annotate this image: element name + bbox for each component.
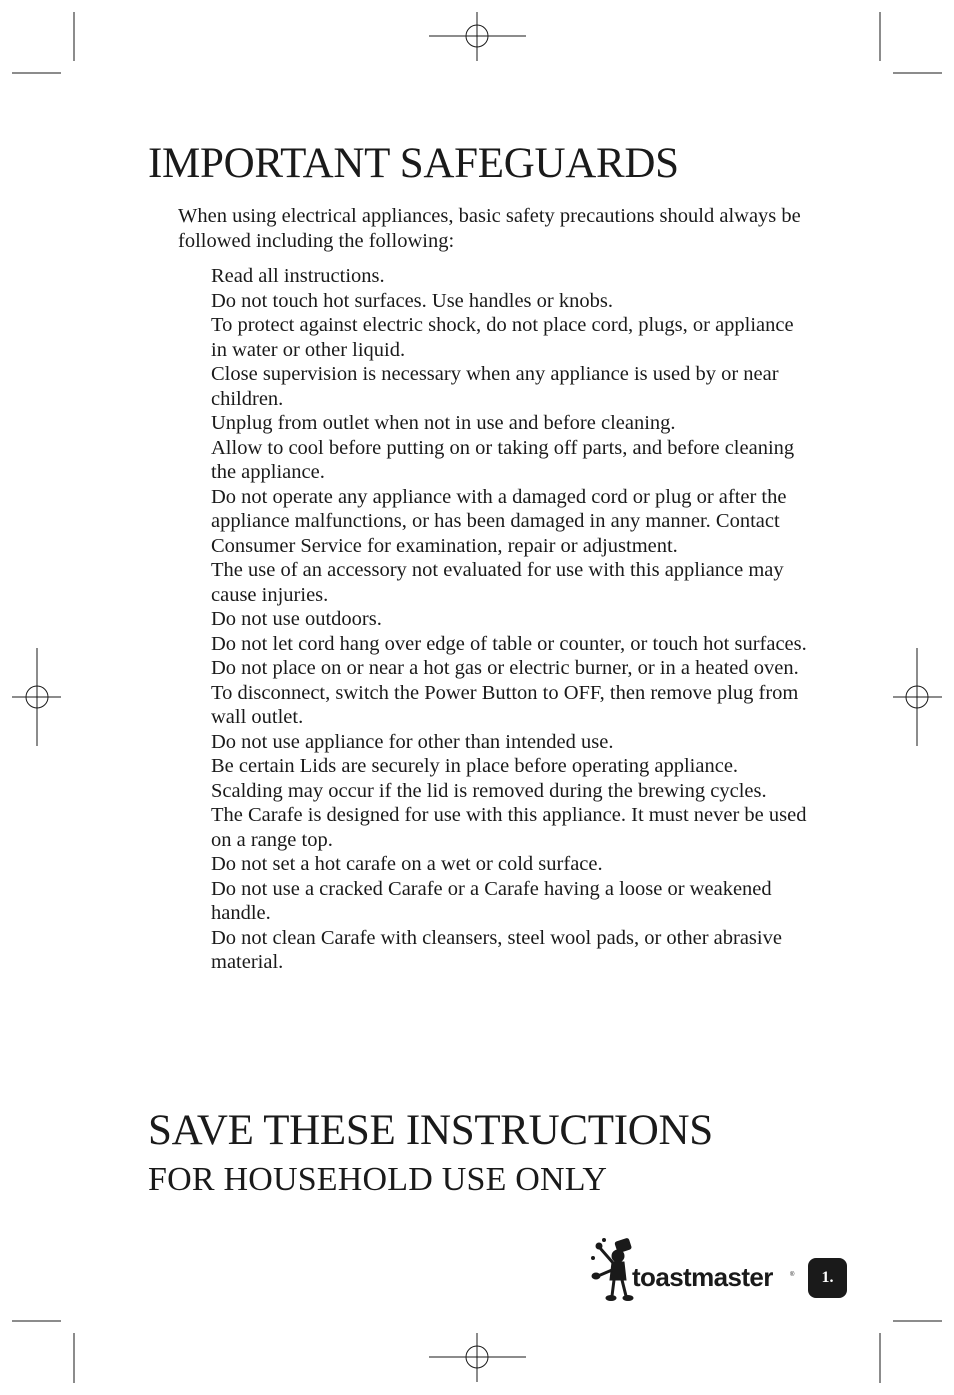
registration-mark-right — [893, 648, 942, 746]
list-item: Be certain Lids are securely in place before operating appliance. — [211, 755, 739, 777]
safeguard-list — [211, 264, 811, 975]
list-item: To protect against electric shock, do not place cord, plugs, or appliance in water or other liquid. — [211, 314, 794, 361]
registration-mark-top — [429, 12, 526, 61]
list-item: Do not use a cracked Carafe or a Carafe having a loose or weakened handle. — [211, 877, 772, 924]
list-item: Read all instructions. — [211, 265, 385, 287]
registration-mark-left — [12, 648, 61, 746]
save-instructions-heading: SAVE THESE INSTRUCTIONS — [148, 1107, 713, 1154]
page-title: IMPORTANT SAFEGUARDS — [148, 140, 679, 187]
list-item: Do not touch hot surfaces. Use handles or knobs. — [211, 289, 613, 312]
list-item: To disconnect, switch the Power Button to OFF, then remove plug from wall outlet. — [211, 681, 799, 728]
toast-mascot-icon — [590, 1236, 636, 1302]
registered-mark: ® — [790, 1272, 795, 1278]
brand-name: toastmaster — [632, 1262, 773, 1292]
list-item: Allow to cool before putting on or taking off parts, and before cleaning the appliance. — [211, 436, 795, 483]
list-item: Close supervision is necessary when any appliance is used by or near children. — [211, 363, 779, 410]
page-number-badge — [808, 1258, 847, 1298]
household-use-heading: FOR HOUSEHOLD USE ONLY — [148, 1161, 608, 1198]
intro-paragraph: When using electrical appliances, basic safety precautions should always be followed including the following: — [178, 205, 801, 252]
registration-mark-bottom — [429, 1333, 526, 1382]
list-item: Do not use outdoors. — [211, 608, 382, 630]
list-item: The Carafe is designed for use with this appliance. It must never be used on a range top. — [211, 804, 807, 851]
list-item: Do not let cord hang over edge of table or counter, or touch hot surfaces. — [211, 632, 807, 655]
list-item: Do not clean Carafe with cleansers, steel wool pads, or other abrasive material. — [211, 926, 782, 973]
page-number: 1. — [821, 1269, 834, 1286]
list-item: Unplug from outlet when not in use and before cleaning. — [211, 412, 676, 434]
list-item: Scalding may occur if the lid is removed during the brewing cycles. — [211, 779, 767, 802]
list-item: Do not place on or near a hot gas or electric burner, or in a heated oven. — [211, 657, 799, 679]
brand-logo — [590, 1236, 800, 1302]
list-item: Do not set a hot carafe on a wet or cold surface. — [211, 853, 603, 875]
list-item: Do not operate any appliance with a damaged cord or plug or after the appliance malfunctions, or has been damaged in any manner. Contact Consumer Service for examination, repair or adjustment. — [211, 485, 787, 557]
list-item: The use of an accessory not evaluated for use with this appliance may cause injuries. — [211, 559, 784, 606]
list-item: Do not use appliance for other than intended use. — [211, 730, 614, 753]
